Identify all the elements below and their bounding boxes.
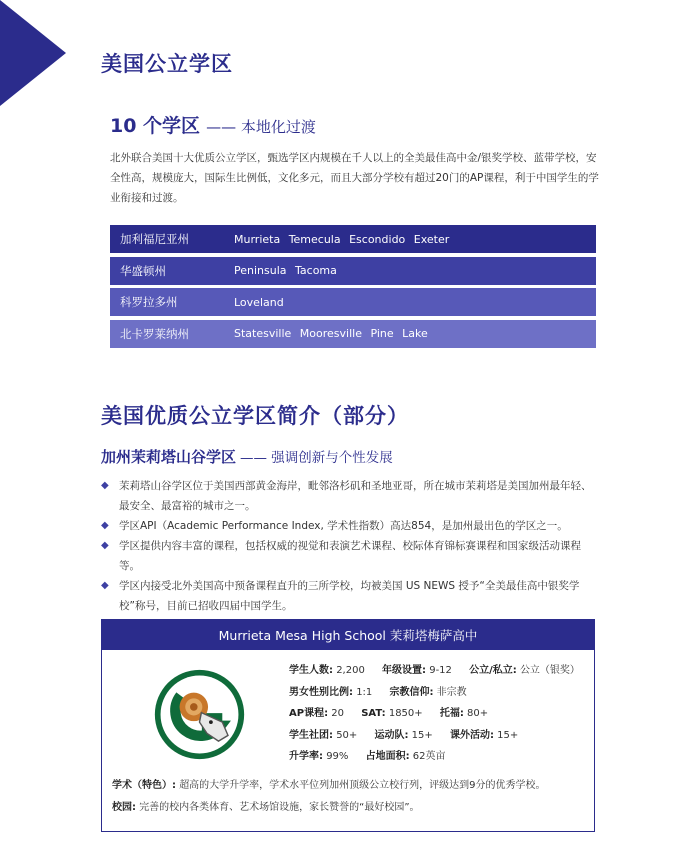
- district-heading: [101, 446, 393, 467]
- fact-value: 15+: [411, 729, 433, 741]
- diamond-bullet-icon: ◆: [101, 580, 109, 591]
- fact-value: 1:1: [356, 686, 373, 698]
- section1-heading-text: 10 个学区: [110, 115, 201, 137]
- fact-label: 托福:: [439, 708, 464, 719]
- list-item: [101, 516, 601, 536]
- section1-paragraph: 北外联合美国十大优质公立学区，甄选学区内规模在千人以上的全美最佳高中金/银奖学校、蓝带学校，安全性高，规模庞大，国际生比例低，文化多元，而且大部分学校有超过20门的AP课程，利于中国学生的学业衔接和过渡。: [110, 152, 599, 204]
- fact-value: 15+: [497, 729, 519, 741]
- table-row: [110, 225, 596, 253]
- diamond-bullet-icon: ◆: [101, 540, 109, 551]
- fact-label: 宗教信仰:: [389, 686, 434, 698]
- fact-value: 9-12: [429, 665, 452, 676]
- table-row: [110, 320, 596, 348]
- diamond-bullet-icon: ◆: [101, 480, 109, 491]
- ram-mascot-logo-icon: [152, 667, 247, 762]
- section1-heading: [110, 111, 316, 138]
- fact-value: 99%: [326, 751, 349, 762]
- fact-value: 非宗教: [436, 686, 467, 698]
- school-facts: [289, 660, 580, 768]
- state-cell: 加利福尼亚州: [120, 232, 189, 246]
- facts-row: [289, 682, 580, 704]
- fact-label: 学生人数:: [289, 665, 333, 676]
- fact-label: 课外活动:: [449, 729, 494, 741]
- state-cell: 北卡罗莱纳州: [120, 326, 189, 341]
- fact-label: 年级设置:: [382, 665, 427, 676]
- district-bullet-list: [101, 476, 601, 616]
- state-cell: 华盛顿州: [120, 263, 166, 278]
- campus-note: [112, 797, 587, 819]
- bullet-text: 学区提供内容丰富的课程，包括权威的视觉和表演艺术课程、校际体育锦标赛课程和国家级活动课程等。: [119, 540, 581, 572]
- diamond-bullet-icon: ◆: [101, 520, 109, 531]
- facts-row: [289, 746, 580, 768]
- cities-cell: Loveland: [234, 295, 284, 309]
- bullet-text: 茉莉塔山谷学区位于美国西部黄金海岸，毗邻洛杉矶和圣地亚哥，所在城市茉莉塔是美国加州最年轻、最安全、最富裕的城市之一。: [119, 480, 592, 512]
- list-item: [101, 476, 601, 516]
- facts-row: [289, 703, 580, 725]
- cities-cell: Murrieta Temecula Escondido Exeter: [234, 232, 450, 246]
- fact-label: SAT:: [361, 708, 386, 719]
- cities-cell: Statesville Mooresville Pine Lake: [234, 327, 428, 340]
- fact-label: 运动队:: [374, 729, 409, 741]
- facts-row: [289, 660, 580, 682]
- campus-text: 完善的校内各类体育、艺术场馆设施，家长赞誉的“最好校园”。: [139, 802, 420, 813]
- academic-label: 学术（特色）:: [112, 780, 176, 791]
- fact-value: 80+: [467, 708, 489, 719]
- section1-subheading: —— 本地化过渡: [206, 118, 316, 136]
- section2-heading: 美国优质公立学区简介（部分）: [101, 404, 409, 428]
- school-card: [101, 619, 595, 832]
- fact-label: 男女性别比例:: [289, 686, 353, 698]
- fact-value: 62英亩: [412, 751, 446, 762]
- fact-value: 2,200: [336, 665, 365, 676]
- fact-label: 占地面积:: [365, 751, 410, 762]
- table-row: [110, 257, 596, 285]
- list-item: [101, 536, 601, 576]
- fact-value: 50+: [336, 729, 358, 741]
- district-name: 加州茉莉塔山谷学区: [101, 448, 237, 466]
- table-row: [110, 288, 596, 316]
- fact-label: AP课程:: [289, 708, 329, 719]
- list-item: [101, 576, 601, 616]
- page-title: 美国公立学区: [101, 52, 233, 76]
- school-card-title: Murrieta Mesa High School 茉莉塔梅萨高中: [102, 620, 594, 650]
- fact-label: 学生社团:: [289, 729, 333, 741]
- fact-value: 20: [331, 708, 344, 719]
- district-table: [110, 225, 596, 351]
- academic-text: 超高的大学升学率，学术水平位列加州顶级公立校行列，评级达到9分的优秀学校。: [179, 780, 546, 791]
- bullet-text: 学区内接受北外美国高中预备课程直升的三所学校，均被美国 US NEWS 授予“全美最佳高中银奖学校”称号，目前已招收四届中国学生。: [119, 580, 580, 612]
- fact-value: 1850+: [388, 708, 423, 719]
- fact-label: 公立/私立:: [469, 665, 517, 676]
- cities-cell: Peninsula Tacoma: [234, 264, 337, 277]
- fact-label: 升学率:: [289, 751, 323, 762]
- academic-note: [112, 775, 587, 797]
- bullet-text: 学区API（Academic Performance Index, 学术性指数）高达854，是加州最出色的学区之一。: [119, 520, 568, 532]
- corner-triangle-decoration: [0, 0, 68, 106]
- district-subheading: —— 强调创新与个性发展: [240, 450, 393, 466]
- campus-label: 校园:: [112, 802, 136, 813]
- facts-row: [289, 725, 580, 747]
- fact-value: 公立（银奖）: [519, 665, 580, 676]
- school-notes: [112, 775, 587, 819]
- state-cell: 科罗拉多州: [120, 295, 178, 309]
